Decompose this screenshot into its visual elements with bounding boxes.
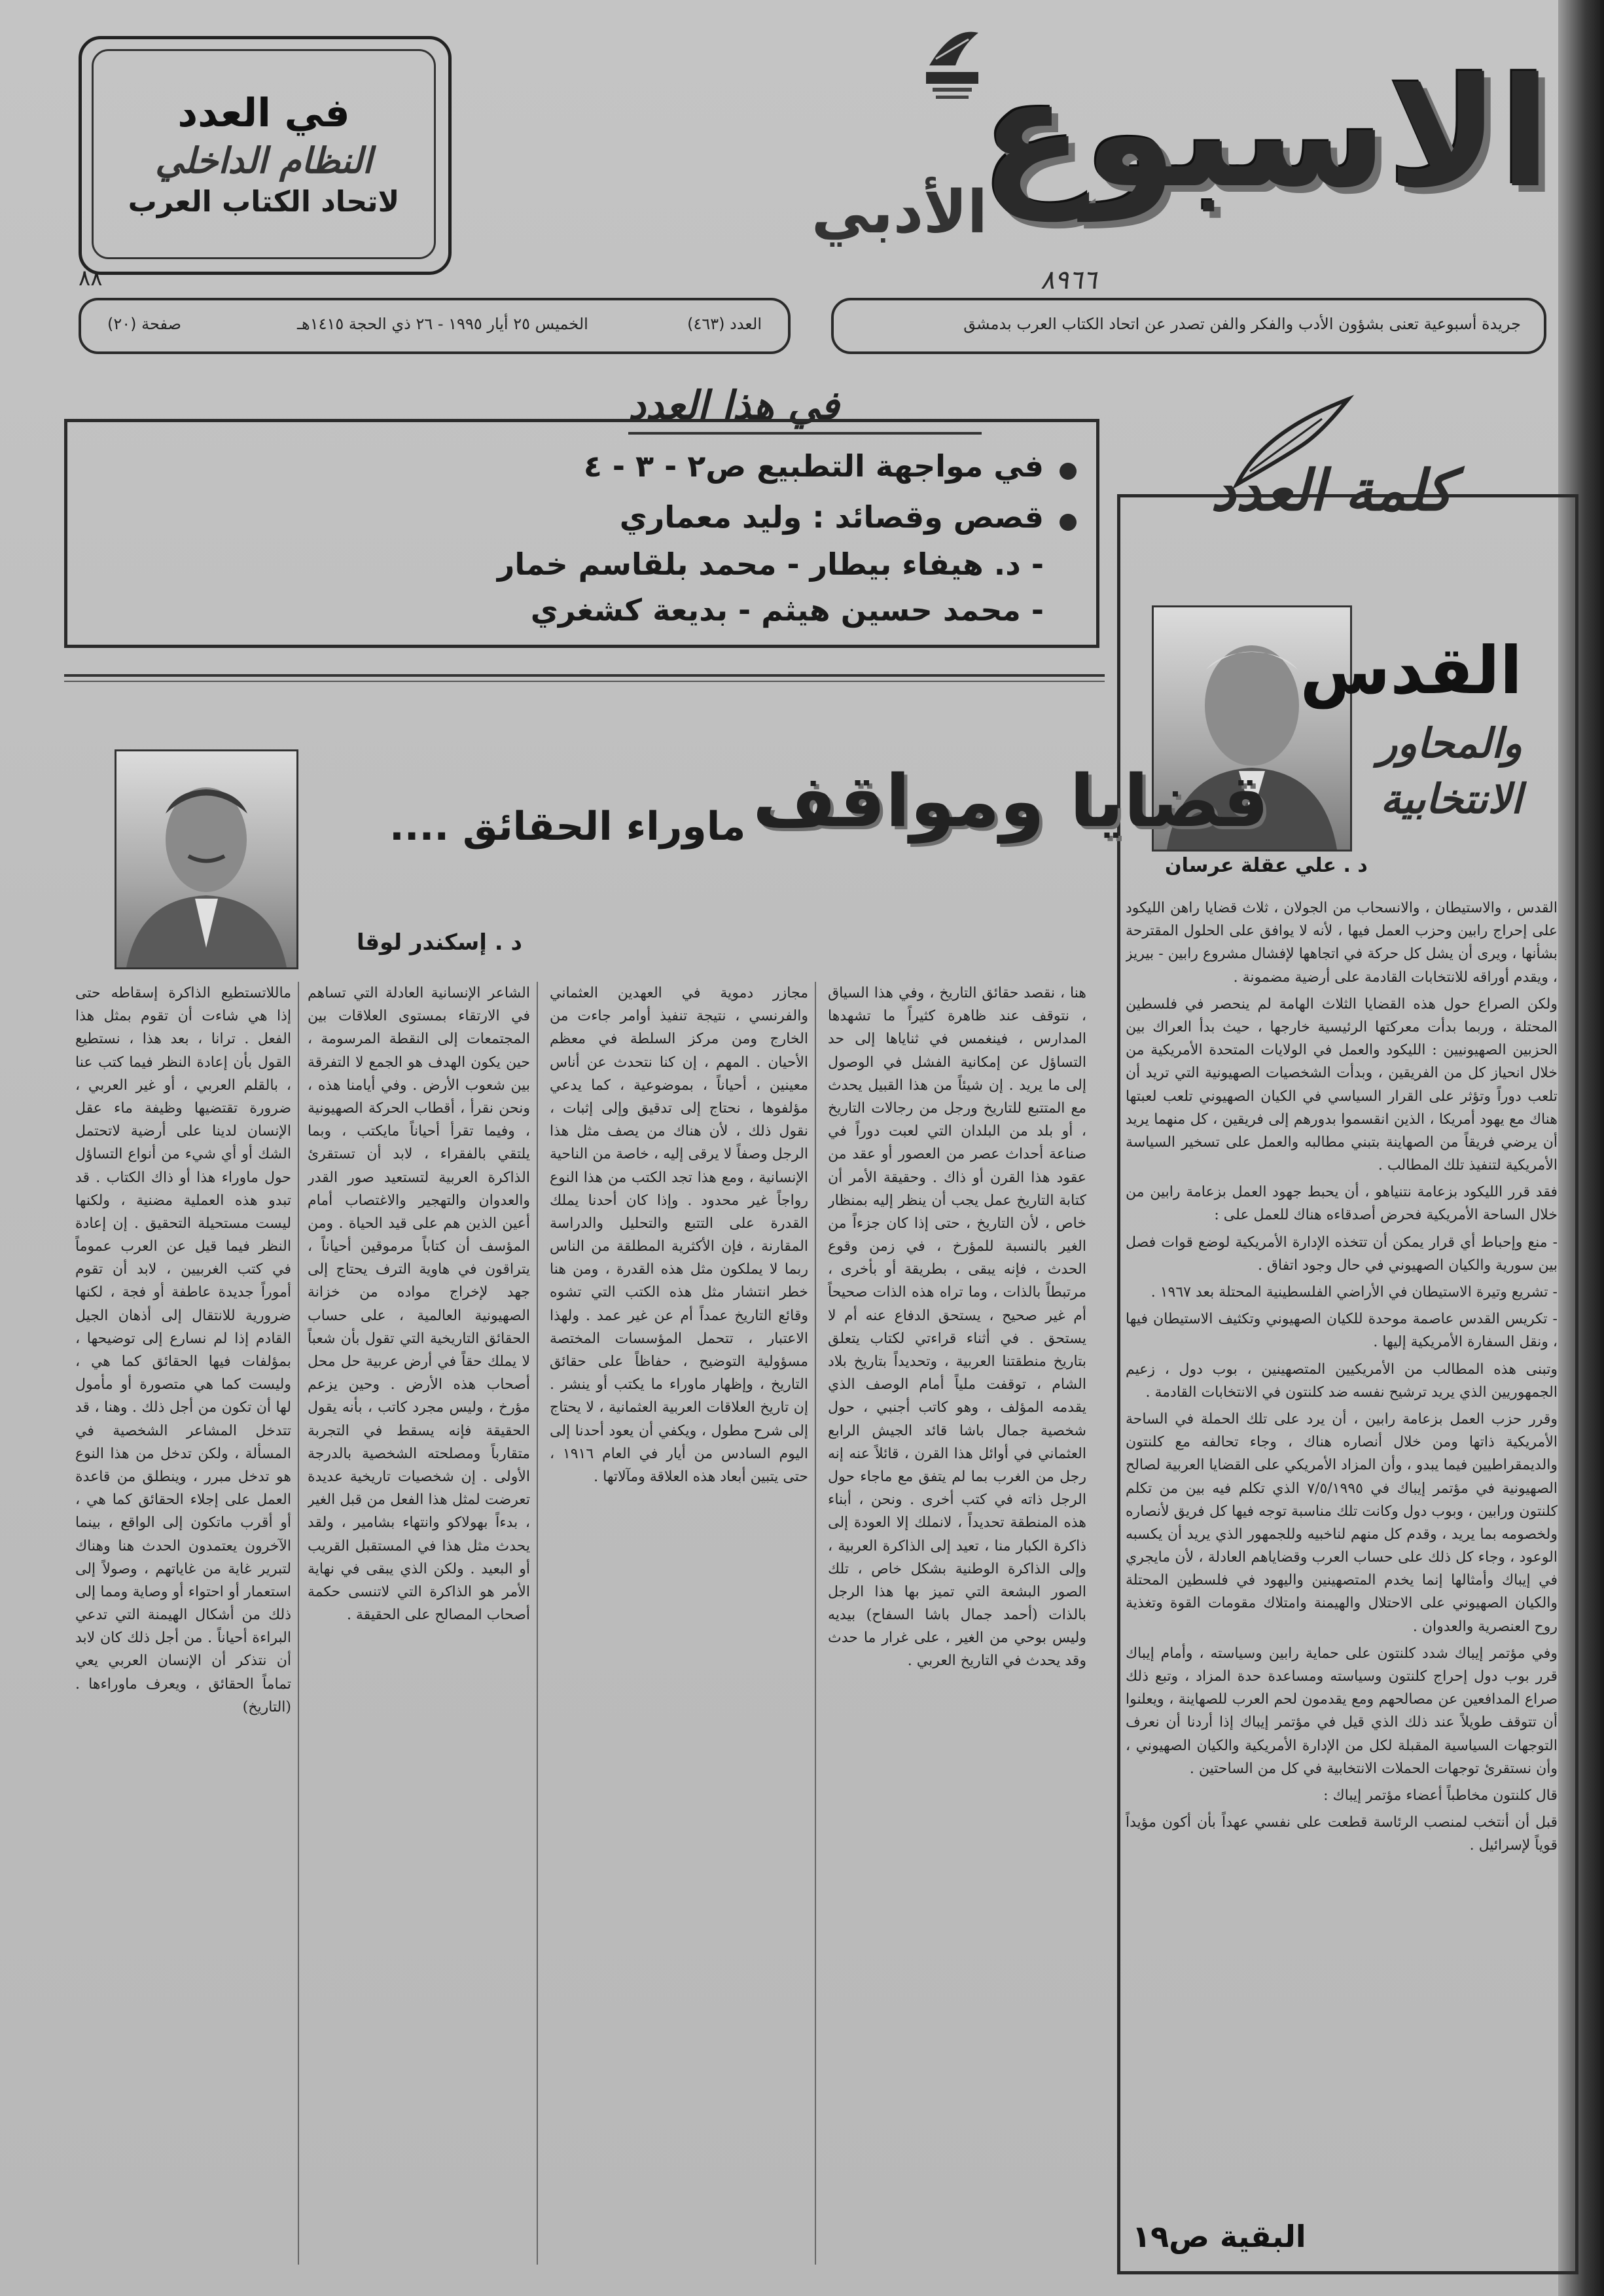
editorial-headline: القدس — [1300, 632, 1522, 709]
editorial-subhead: الانتخابية — [1380, 775, 1522, 823]
tagline-bar — [831, 298, 1546, 354]
issue-highlight-box — [92, 49, 436, 259]
bullet-icon — [1060, 514, 1077, 531]
editorial-paragraph: وقرر حزب العمل بزعامة رابين ، أن يرد على تلك الحملة في الساحة الأمريكية ذاتها ومن خلال أنصاره هناك ، وجاء تحالفه مع كلنتون والديمقراطيين فيما يبدو ، وأن المزاد الأمريكي على القضايا العربية لصالح الصهيونية في مؤتمر إيباك في ٧/٥/١٩٩٥ الذي تكلم فيه بين من تكلم كلنتون ورابين ، وبوب دول وكانت تلك مناسبة توجه فيها كل فريق لأنصاره ولخصومه بما يريد ، وقدم كل منهم لناخبيه وللجمهور الذي يريد أن يكسبه الوعود ، وجاء كل ذلك على حساب العرب وقضاياهم العادلة ، لأن مايجري في إيباك وأمثالها إنما يخدم المتصهينين واليهود في فلسطين المحتلة والكيان الصهيوني على الاحتلال والهيمنة وامتلاك مقومات القوة وتغذية روح العنصرية والعدوان . — [1126, 1410, 1558, 1635]
page-count: (٢٠) صفحة — [107, 315, 182, 333]
feature-column: ماللاتستطيع الذاكرة إسقاطه حتى إذا هي شاءت أن تقوم بمثل هذا الفعل . ترانا ، بعد هذا ، نستطيع القول بأن إعادة النظر فيما كتب عنا ، بالقلم العربي ، أو غير العربي ، ضرورة تقتضيها وظيفة ماء عقل الإنسان لدينا على أرضية لاتحتمل الشك أو أي شيء من أنواع التساؤل حول ماوراء هذا أو ذاك الكتاب . قد تبدو هذه العملية مضنية ، ولكنها ليست مستحيلة التحقيق . إن إعادة النظر فيما قيل عن العرب عموماً في كتب الغربيين ، لابد أن تقوم أموراً جديدة عاطفة أو فجة ، لكنها ضرورية للانتقال إلى أذهان الجيل القادم إذا لم نسارع إلى توضيحها ، بمؤلفات فيها الحقائق كما هي ، وليست كما هي متصورة أو مأمول لها أن تكون من أجل ذلك . وهنا ، قد تتدخل المشاعر الشخصية في المسألة ، ولكن تدخل من هذا النوع هو تدخل مبرر ، وينطلق من قاعدة العمل على إجلاء الحقائق كما هي ، أو أقرب ماتكون إلى الواقع ، بينما الآخرون يعتمدون الحدث هنا وهناك لتبرير غاية من غاياتهم ، وصولاً إلى استعمار أو احتواء أو وصاية ومما إلى ذلك من أشكال الهيمنة التي تدعي البراءة أحياناً . من أجل ذلك كان لابد أن نتذكر أن الإنسان العربي يعي تماماً الحقائق ، ويعرف ماوراءها . (التاريخ) — [75, 985, 291, 1715]
editorial-body — [1126, 897, 1558, 2206]
editorial-paragraph: وفي مؤتمر إيباك شدد كلنتون على حماية رابين وسياسته ، وأمام إيباك قرر بوب دول إحراج كلنتون وسياسته ومساعدة حدة المزاد ، وتبع ذلك صراع المدافعين عن مصالحهم ومع يقدمون لحم العرب للصهاينة ، ويعلنوا أن تتوقف طويلاً عند ذلك الذي قيل في مؤتمر إيباك إذا أردنا أن نعرف التوجهات السياسية المقبلة لكل من الإدارة الأمريكية والكيان الصهيوني ، وأن نستقرئ توجهات الحملات الانتخابية في كل من الساحتين . — [1126, 1645, 1558, 1777]
issue-number: العدد (٤٦٣) — [687, 315, 762, 333]
in-this-issue-line: - محمد حسين هيثم - بديعة كشغري — [530, 592, 1044, 628]
in-this-issue-line: في مواجهة التطبيع ص٢ - ٣ - ٤ — [583, 448, 1044, 484]
issue-highlight-title: في العدد — [177, 90, 350, 136]
column-rule — [298, 982, 299, 2265]
archive-page-mark: ٨٨ — [79, 265, 103, 291]
editorial-paragraph: القدس ، والاستيطان ، والانسحاب من الجولان ، ثلاث قضايا راهن الليكود على إحراج رابين وحزب العمل فيها ، لأنه لا يوافق على الحلول المقترحة بشأنها ، ويرى أن يشل كل حركة في اتجاهها لإفشال مشروع رابين - بيريز ، ويقدم أوراقه للانتخابات القادمة على أرضية مضمونة . — [1126, 900, 1558, 986]
feature-byline: د . إسكندر لوقا — [357, 929, 522, 956]
in-this-issue-heading: في هذا العدد — [628, 383, 840, 429]
feature-kicker: قضايا ومواقف — [753, 759, 1269, 843]
issue-highlight-subtitle: النظام الداخلي — [155, 139, 372, 181]
newspaper-tagline: جريدة أسبوعية تعنى بشؤون الأدب والفكر والفن تصدر عن اتحاد الكتاب العرب بدمشق — [963, 315, 1521, 333]
editorial-author-caption: د . علي عقلة عرسان — [1165, 854, 1368, 877]
feature-headline: ماوراء الحقائق .... — [389, 804, 746, 850]
feature-column: مجازر دموية في العهدين العثماني والفرنسي ، نتيجة تنفيذ أوامر جاءت من الخارج ومن مركز السلطة في معظم الأحيان . المهم ، إن كنا نتحدث عن أناس معينين ، أحياناً ، بموضوعية ، كما يدعي مؤلفوها ، نحتاج إلى تدقيق وإلى إثبات ، نقول ذلك ، لأن هناك من يصف مثل هذا الرجل وصفاً لا يرقى إليه ، خاصة من الناحية الإنسانية ، ومع هذا تجد الكتب من هذا النوع رواجاً غير محدود . وإذا كان أحدنا يملك القدرة على التتبع والتحليل والدراسة المقارنة ، فإن الأكثرية المطلقة من الناس ربما لا يملكون مثل هذه القدرة ، ومن هنا خطر انتشار مثل هذه الكتب التي تشوه وقائع التاريخ عمداً أم عن غير عمد . ولهذا الاعتبار ، تتحمل المؤسسات المختصة مسؤولية التوضيح ، حفاظاً على حقائق التاريخ ، وإظهار ماوراء ما يكتب أو ينشر . إن تاريخ العلاقات العربية العثمانية ، لا يحتاج إلى شرح مطول ، ويكفي أن يعود أحدنا إلى اليوم السادس من أيار في العام ١٩١٦ ، حتى يتبين أبعاد هذه العلاقة ومآلاتها . — [550, 985, 808, 1485]
editorial-paragraph: قال كلنتون مخاطباً أعضاء مؤتمر إيباك : — [1323, 1787, 1558, 1804]
editorial-subhead: والمحاور — [1378, 719, 1522, 767]
editorial-paragraph: - تشريع وتيرة الاستيطان في الأراضي الفلسطينية المحتلة بعد ١٩٦٧ . — [1150, 1284, 1558, 1300]
portrait-icon — [116, 751, 296, 967]
feature-column: هنا ، نقصد حقائق التاريخ ، وفي هذا السياق ، نتوقف عند ظاهرة كثيراً ما تشهدها المدارس ، فينغمس في ثناياها إلى حد التساؤل عن إمكانية الفشل في الوصول إلى ما يريد . إن شيئاً من هذا القبيل يحدث مع المتتبع للتاريخ ورجل من رجالات التاريخ ، أو بلد من البلدان التي لعبت دوراً في صناعة أحداث عصر من العصور أو عقد من عقود هذا القرن أو ذاك . وحقيقة الأمر أن كتابة التاريخ عمل يجب أن ينظر إليه بمنظار خاص ، لأن التاريخ ، حتى إذا كان جزءاً من الغير بالنسبة للمؤرخ ، في زمن وقوع الحدث ، فإنه يبقى ، بطريقة أو بأخرى ، مرتبطاً بالذات ، وما تراه هذه الذات صحيحاً أم غير صحيح ، يستحق الدفاع عنه أم لا يستحق . في أثناء قراءتي لكتاب يتعلق بتاريخ منطقتنا العربية ، وتحديداً بتاريخ بلاد الشام ، توقفت ملياً أمام الوصف الذي يقدمه المؤلف ، وهو كاتب أجنبي ، حول شخصية جمال باشا قائد الجيش الرابع العثماني في أوائل هذا القرن ، قائلاً عنه إنه رجل من الغرب بما لم يتفق مع ماجاء حول الرجل ذاته في كتب أخرى . ونحن ، أبناء هذه المنطقة تحديداً ، لانملك إلا العودة إلى ذاكرة الكبار منا ، تعيد إلى الذاكرة العربية ، وإلى الذاكرة الوطنية بشكل خاص ، تلك الصور البشعة التي تميز بها هذا الرجل بالذات (أحمد جمال باشا السفاح) بيديه وليس بوحي من الغير ، على غرار ما حدث وقد يحدث في التاريخ العربي . — [828, 985, 1086, 1670]
section-divider — [64, 674, 1105, 677]
masthead-logo-sub: الأدبي — [811, 178, 988, 247]
in-this-issue-box — [64, 419, 1099, 648]
union-emblem-icon — [916, 20, 988, 105]
issue-highlight-union: لاتحاد الكتاب العرب — [128, 185, 400, 219]
editorial-paragraph: قبل أن أنتخب لمنصب الرئاسة قطعت على نفسي عهداً بأن أكون مؤيداً قوياً لإسرائيل . — [1126, 1814, 1558, 1854]
editorial-section-title: كلمة العدد — [1211, 458, 1453, 524]
feature-author-photo — [115, 749, 298, 969]
column-rule — [537, 982, 538, 2265]
feature-column: الشاعر الإنسانية العادلة التي تساهم في الارتقاء بمستوى العلاقات بين المجتمعات إلى النقطة المرسومة ، حين يكون الهدف هو الجمع لا التفرقة بين شعوب الأرض . وفي أيامنا هذه ، ونحن نقرأ ، أقطاب الحركة الصهيونية ، وفيما تقرأ أحياناً مايكتب ، وبما يلتقي بالفقراء ، لابد أن تستقرئ الذاكرة العربية لتستعيد صور القدر والعدوان والتهجير والاغتصاب أمام أعين الذين هم على قيد الحياة . ومن المؤسف أن كتاباً مرموقين أحياناً ، يتراقون في هاوية الترف يحتاج إلى جهد لإخراج مواده من خزانة الصهيونية العالمية ، على حساب الحقائق التاريخية التي تقول بأن شعباً لا يملك حقاً في أرض عربية حل محل أصحاب هذه الأرض . وحين يزعم مؤرخ ، وليس مجرد كاتب ، بأنه يقول الحقيقة فإنه يسقط في التجربة متقارباً ومصلحته الشخصية بالدرجة الأولى . إن شخصيات تاريخية عديدة تعرضت لمثل هذا الفعل من قبل الغير ، بدءاً بهولاكو وانتهاء بشامير ، ولقد يحدث مثل هذا في المستقبل القريب أو البعيد . ولكن الذي يبقى في نهاية الأمر هو الذاكرة التي لاتنسى حكمة أصحاب المصالح على الحقيقة . — [308, 985, 530, 1624]
column-rule — [815, 982, 816, 2265]
handwritten-archive-number: ٨٩٦٦ — [1041, 265, 1097, 295]
masthead-logo-word: الاسبوع — [980, 46, 1551, 221]
bullet-icon — [1060, 463, 1077, 480]
in-this-issue-line: قصص وقصائد : وليد معماري — [619, 499, 1044, 535]
editorial-paragraph: ولكن الصراع حول هذه القضايا الثلاث الهامة لم ينحصر في فلسطين المحتلة ، وربما بدأت معركتها الرئيسية خارجها ، حيث بدأ العراك بين الحزبين الصهيونيين : الليكود والعمل في الولايات المتحدة الأمريكية من خلال انحياز كل من الفريقين ، وبدأت الشخصيات الصهيونية التي تريد أن تلعب دوراً وتؤثر على القرار السياسي في الكيان الصهيوني تلعب لعبتها هناك مع يهود أمريكا ، الذين انقسموا بدورهم إلى فريقين ، كل منهما يريد أن يرضي فريقاً من الصهاينة بتبني مطالبه والعمل على تسخير السياسة الأمريكية لتنفيذ تلك المطالب . — [1126, 996, 1558, 1174]
issue-date: الخميس ٢٥ أيار ١٩٩٥ - ٢٦ ذي الحجة ١٤١٥هـ — [297, 315, 588, 333]
continuation-note: البقية ص١٩ — [1132, 2219, 1306, 2254]
in-this-issue-line: - د. هيفاء بيطار - محمد بلقاسم خمار — [497, 547, 1044, 582]
editorial-paragraph: وتبنى هذه المطالب من الأمريكيين المتصهينين ، بوب دول ، زعيم الجمهوريين الذي يريد ترشيح نفسه ضد كلنتون في الانتخابات القادمة . — [1126, 1361, 1558, 1401]
editorial-paragraph: - تكريس القدس عاصمة موحدة للكيان الصهيوني وتكثيف الاستيطان فيها ، ونقل السفارة الأمريكية إليها . — [1126, 1311, 1558, 1351]
editorial-paragraph: فقد قرر الليكود بزعامة نتنياهو ، أن يحبط جهود العمل بزعامة رابين من خلال الساحة الأمريكية فحرض أصدقاءه هناك للعمل على : — [1126, 1184, 1558, 1224]
masthead-logo — [471, 46, 1551, 268]
section-divider — [64, 681, 1105, 682]
issue-info-bar — [79, 298, 791, 354]
editorial-paragraph: - منع وإحباط أي قرار يمكن أن تتخذه الإدارة الأمريكية لوضع قوات فصل بين سورية والكيان الصهيوني في حال وجود اتفاق . — [1126, 1234, 1558, 1274]
